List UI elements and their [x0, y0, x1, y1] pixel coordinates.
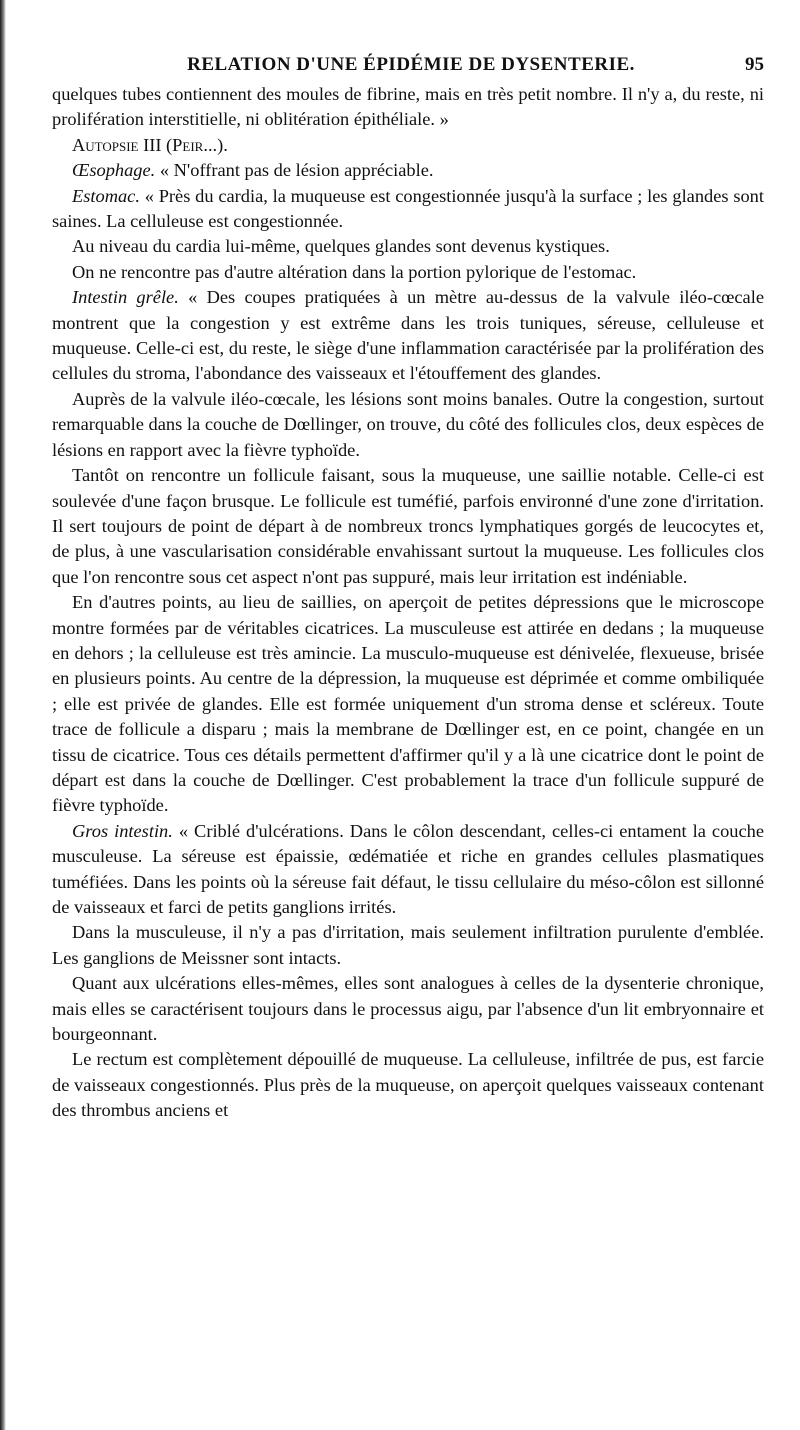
paragraph-text: Le rectum est complètement dépouillé de muqueuse. La celluleuse, infiltrée de pus, est farcie de vaisseaux congestionnés. Plus près de la muqueuse, on aperçoit quelques vaisseaux contenant des thrombus anciens et: [52, 1049, 764, 1121]
page-number: 95: [745, 54, 764, 75]
section-label: Estomac.: [72, 185, 140, 206]
running-title: RELATION D'UNE ÉPIDÉMIE DE DYSENTERIE.: [187, 54, 635, 75]
section-label: Gros intestin.: [72, 820, 173, 841]
paragraph-text: « Près du cardia, la muqueuse est congestionnée jusqu'à la surface ; les glandes sont saines. La celluleuse est congestionnée.: [52, 185, 764, 232]
paragraph-text: On ne rencontre pas d'autre altération dans la portion pylorique de l'estomac.: [72, 261, 637, 282]
paragraph-text: Auprès de la valvule iléo-cœcale, les lésions sont moins banales. Outre la congestion, surtout remarquable dans la couche de Dœllinger, on trouve, du côté des follicules clos, deux espèces de lésions en rapport avec la fièvre typhoïde.: [52, 388, 764, 460]
paragraph-text: Tantôt on rencontre un follicule faisant, sous la muqueuse, une saillie notable. Celle-ci est soulevée d'une façon brusque. Le follicule est tuméfié, parfois environné d'une zone d'irritation. Il sert toujours de point de départ à de nombreux troncs lymphatiques gorgés de leucocytes et, de plus, à une vascularisation considérable envahissant surtout la muqueuse. Les follicules clos que l'on rencontre sous cet aspect n'ont pas suppuré, mais leur irritation est indéniable.: [52, 465, 764, 587]
paragraph: [52, 463, 764, 590]
paragraph: [52, 920, 764, 971]
paragraph: [52, 184, 764, 235]
paragraph: [52, 590, 764, 819]
paragraph-text: Dans la musculeuse, il n'y a pas d'irritation, mais seulement infiltration purulente d'emblée. Les ganglions de Meissner sont intacts.: [52, 922, 764, 968]
section-label: Autopsie III (Peir...).: [72, 134, 228, 155]
paragraph-text: « Des coupes pratiquées à un mètre au-dessus de la valvule iléo-cœcale montrent que la congestion y est extrême dans les trois tuniques, séreuse, celluleuse et muqueuse. Celle-ci est, du reste, le siège d'une inflammation caractérisée par la prolifération des cellules du stroma, l'abondance des vaisseaux et l'étouffement des glandes.: [52, 287, 764, 384]
paragraph: [52, 1047, 764, 1123]
paragraph-text: Quant aux ulcérations elles-mêmes, elles sont analogues à celles de la dysenterie chronique, mais elles se caractérisent toujours dans le processus aigu, par l'absence d'un lit embryonnaire et bourgeonnant.: [52, 973, 764, 1045]
paragraph-text: quelques tubes contiennent des moules de fibrine, mais en très petit nombre. Il n'y a, du reste, ni prolifération interstitielle, ni oblitération épithéliale. »: [52, 84, 764, 130]
paragraph: [52, 158, 764, 183]
section-label: Intestin grêle.: [72, 287, 179, 308]
paragraph: [52, 82, 764, 133]
paragraph: [52, 387, 764, 463]
paragraph-text: En d'autres points, au lieu de saillies, on aperçoit de petites dépressions que le microscope montre formées par de véritables cicatrices. La musculeuse est attirée en dedans ; la muqueuse en dehors ; la celluleuse est très amincie. La musculo-muqueuse est dénivelée, flexueuse, brisée en plusieurs points. Au centre de la dépression, la muqueuse est déprimée et comme ombiliquée ; elle est privée de glandes. Elle est formée uniquement d'un stroma dense et scléreux. Toute trace de follicule a disparu ; mais la membrane de Dœllinger est, en ce point, changée en un tissu de cicatrice. Tous ces détails permettent d'affirmer qu'il y a là une cicatrice dont le point de départ est dans la couche de Dœllinger. C'est probablement la trace d'un follicule suppuré de fièvre typhoïde.: [52, 592, 764, 816]
paragraph: [52, 971, 764, 1047]
paragraph: [52, 133, 764, 158]
paragraph: [52, 260, 764, 285]
body-text: [52, 82, 764, 1124]
paragraph: [52, 234, 764, 259]
paragraph-text: « Criblé d'ulcérations. Dans le côlon descendant, celles-ci entament la couche musculeuse. La séreuse est épaissie, œdématiée et riche en grandes cellules plasmatiques tuméfiées. Dans les points où la séreuse fait défaut, le tissu cellulaire du méso-côlon est sillonné de vaisseaux et farci de petits ganglions irrités.: [52, 820, 765, 917]
paragraph: [52, 285, 764, 387]
running-head: [56, 54, 766, 84]
paragraph-text: Au niveau du cardia lui-même, quelques glandes sont devenus kystiques.: [72, 236, 610, 257]
section-label: Œsophage.: [72, 160, 156, 181]
paragraph-text: « N'offrant pas de lésion appréciable.: [155, 160, 434, 181]
paragraph: [52, 819, 764, 921]
page-binding-edge: [0, 0, 6, 1430]
